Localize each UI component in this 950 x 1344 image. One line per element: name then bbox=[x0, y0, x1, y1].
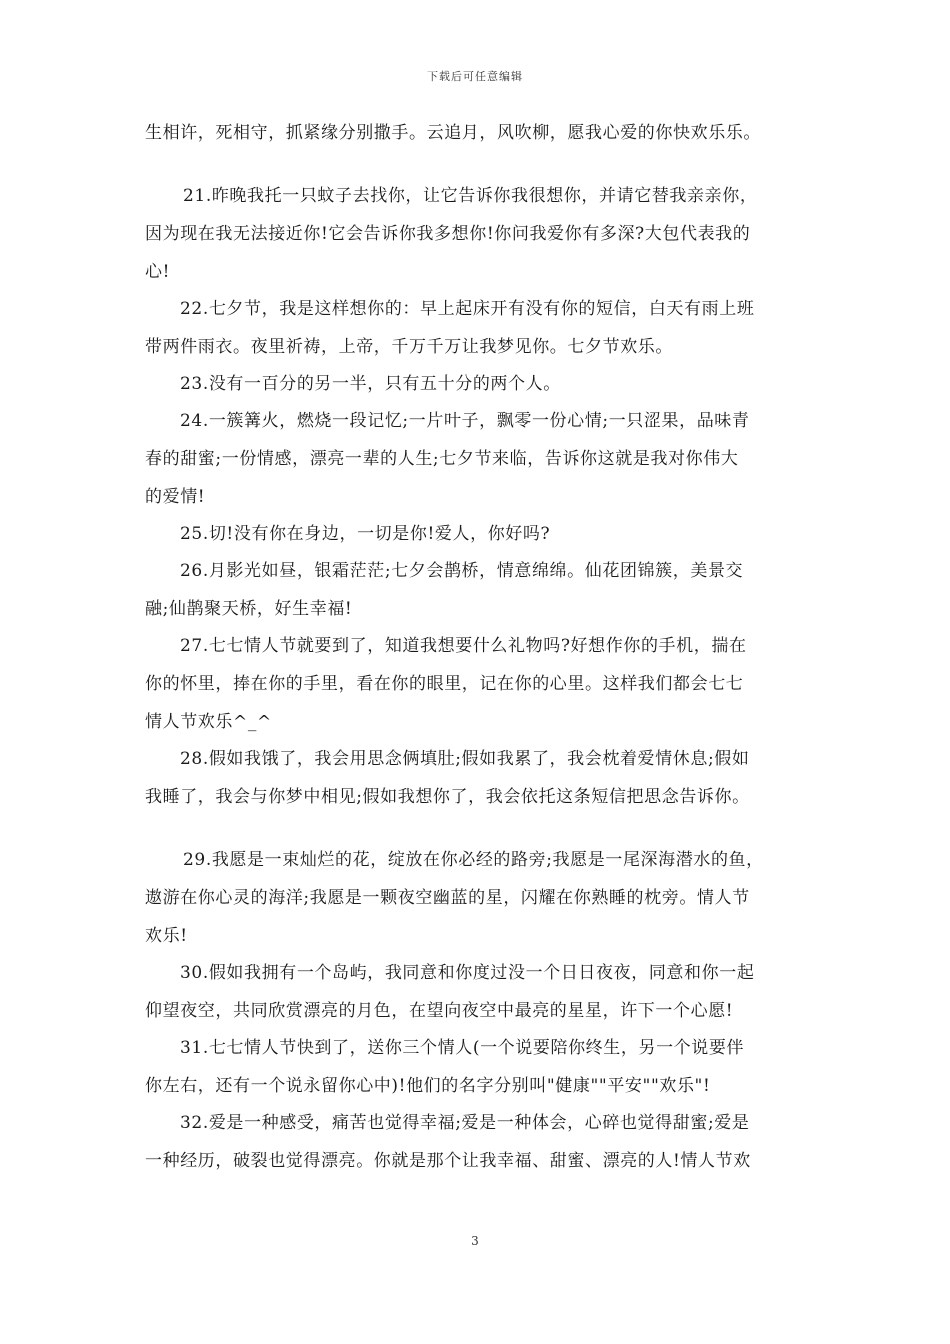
text-line: 你的怀里，捧在你的手里，看在你的眼里，记在你的心里。这样我们都会七七 bbox=[145, 674, 744, 694]
text-line: 带两件雨衣。夜里祈祷，上帝，千万千万让我梦见你。七夕节欢乐。 bbox=[145, 337, 673, 357]
paragraph-22 bbox=[145, 298, 815, 359]
text-line: 21.昨晚我托一只蚊子去找你，让它告诉你我很想你，并请它替我亲亲你， bbox=[183, 186, 758, 206]
text-line: 28.假如我饿了，我会用思念俩填肚;假如我累了，我会枕着爱情休息;假如 bbox=[180, 749, 750, 769]
paragraph-25 bbox=[145, 523, 815, 546]
paragraph-27 bbox=[145, 635, 815, 734]
text-line: 31.七七情人节快到了，送你三个情人(一个说要陪你终生，另一个说要伴 bbox=[180, 1038, 745, 1058]
text-line: 29.我愿是一束灿烂的花，绽放在你必经的路旁;我愿是一尾深海潜水的鱼， bbox=[183, 850, 764, 870]
text-line: 25.切!没有你在身边，一切是你!爱人，你好吗? bbox=[180, 524, 551, 544]
paragraph-continuation bbox=[145, 122, 815, 145]
text-line: 因为现在我无法接近你!它会告诉你我多想你!你问我爱你有多深?大包代表我的 bbox=[145, 224, 751, 244]
paragraph-26 bbox=[145, 560, 815, 621]
text-line: 我睡了，我会与你梦中相见;假如我想你了，我会依托这条短信把思念告诉你。 bbox=[145, 787, 750, 807]
text-line: 生相许，死相守，抓紧缘分别撒手。云追月，风吹柳，愿我心爱的你快欢乐乐。 bbox=[145, 123, 761, 143]
page-header: 下载后可任意编辑 bbox=[427, 70, 523, 83]
text-line: 22.七夕节，我是这样想你的：早上起床开有没有你的短信，白天有雨上班 bbox=[180, 299, 755, 319]
text-line: 27.七七情人节就要到了，知道我想要什么礼物吗?好想作你的手机，揣在 bbox=[180, 636, 747, 656]
page-number: 3 bbox=[471, 1234, 479, 1248]
paragraph-23 bbox=[145, 373, 815, 396]
paragraph-30 bbox=[145, 962, 815, 1023]
paragraph-32 bbox=[145, 1112, 815, 1173]
text-line: 一种经历，破裂也觉得漂亮。你就是那个让我幸福、甜蜜、漂亮的人!情人节欢 bbox=[145, 1151, 751, 1171]
paragraph-24 bbox=[145, 410, 815, 509]
text-line: 仰望夜空，共同欣赏漂亮的月色，在望向夜空中最亮的星星，许下一个心愿! bbox=[145, 1001, 734, 1021]
text-line: 32.爱是一种感受，痛苦也觉得幸福;爱是一种体会，心碎也觉得甜蜜;爱是 bbox=[180, 1113, 750, 1133]
text-line: 23.没有一百分的另一半，只有五十分的两个人。 bbox=[180, 374, 561, 394]
text-line: 春的甜蜜;一份情感，漂亮一辈的人生;七夕节来临，告诉你这就是我对你伟大 bbox=[145, 449, 739, 469]
text-line: 26.月影光如昼，银霜茫茫;七夕会鹊桥，情意绵绵。仙花团锦簇，美景交 bbox=[180, 561, 744, 581]
text-line: 24.一簇篝火，燃烧一段记忆;一片叶子，飘零一份心情;一只涩果，品味青 bbox=[180, 411, 750, 431]
text-line: 心! bbox=[145, 262, 171, 282]
text-line: 30.假如我拥有一个岛屿，我同意和你度过没一个日日夜夜，同意和你一起 bbox=[180, 963, 755, 983]
document-body bbox=[145, 122, 815, 1187]
paragraph-21 bbox=[145, 185, 815, 284]
paragraph-28 bbox=[145, 748, 815, 809]
text-line: 你左右，还有一个说永留你心中)!他们的名字分别叫"健康""平安""欢乐"! bbox=[145, 1076, 711, 1096]
text-line: 的爱情! bbox=[145, 487, 206, 507]
text-line: 融;仙鹊聚天桥，好生幸福! bbox=[145, 599, 353, 619]
text-line: 欢乐! bbox=[145, 926, 188, 946]
text-line: 情人节欢乐^_^ bbox=[145, 712, 272, 732]
text-line: 遨游在你心灵的海洋;我愿是一颗夜空幽蓝的星，闪耀在你熟睡的枕旁。情人节 bbox=[145, 888, 750, 908]
paragraph-31 bbox=[145, 1037, 815, 1098]
paragraph-29 bbox=[145, 849, 815, 948]
